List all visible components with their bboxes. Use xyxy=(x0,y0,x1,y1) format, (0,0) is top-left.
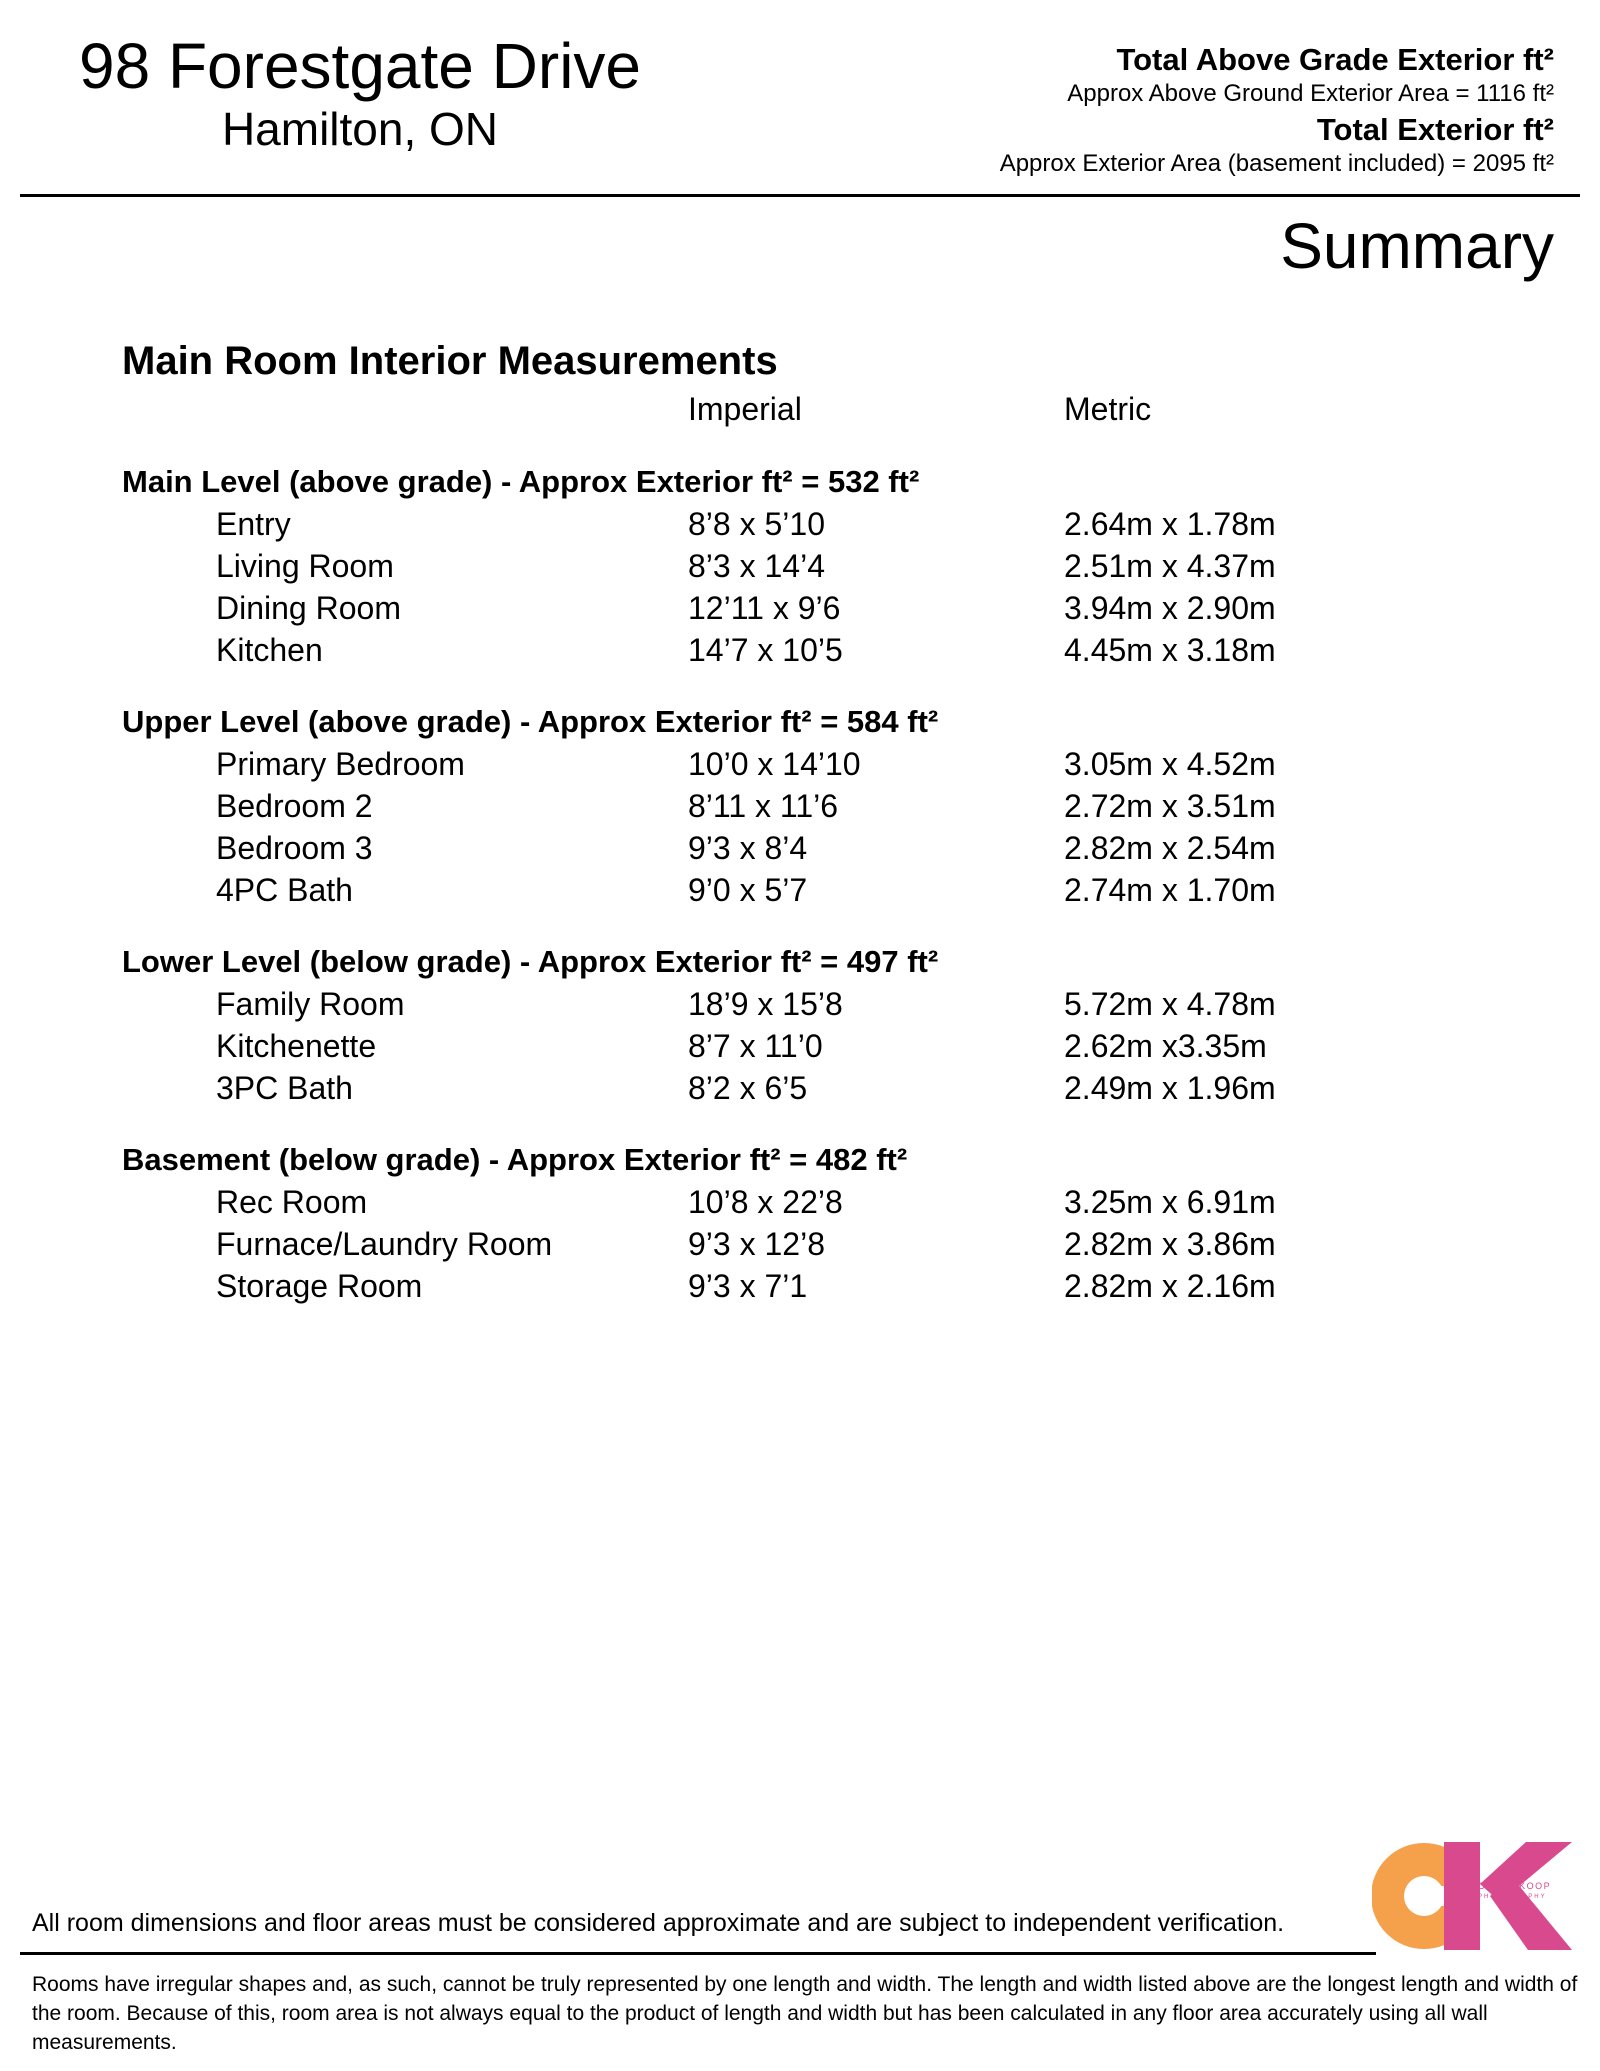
room-metric: 3.94m x 2.90m xyxy=(1064,590,1276,626)
page-title: Summary xyxy=(1280,210,1554,282)
room-name: Living Room xyxy=(216,548,394,584)
footer-divider xyxy=(20,1952,1376,1955)
room-row xyxy=(122,1223,1422,1265)
room-row xyxy=(122,503,1422,545)
total-exterior-value: Approx Exterior Area (basement included) = 2095 ft² xyxy=(999,150,1554,177)
level-title: Upper Level (above grade) - Approx Exterior ft² = 584 ft² xyxy=(122,704,939,739)
room-metric: 2.62m x3.35m xyxy=(1064,1028,1267,1064)
room-name: Bedroom 2 xyxy=(216,788,373,824)
room-imperial: 8’3 x 14’4 xyxy=(688,548,825,584)
room-imperial: 10’0 x 14’10 xyxy=(688,746,861,782)
room-metric: 5.72m x 4.78m xyxy=(1064,986,1276,1022)
area-totals xyxy=(1000,42,1554,182)
room-imperial: 8’8 x 5’10 xyxy=(688,506,825,542)
room-name: 3PC Bath xyxy=(216,1070,353,1106)
level-title: Main Level (above grade) - Approx Exterior ft² = 532 ft² xyxy=(122,464,920,499)
city-province: Hamilton, ON xyxy=(221,103,499,155)
room-row xyxy=(122,629,1422,671)
room-name: Entry xyxy=(216,506,291,542)
room-row xyxy=(122,869,1422,911)
room-metric: 2.72m x 3.51m xyxy=(1064,788,1276,824)
room-metric: 4.45m x 3.18m xyxy=(1064,632,1276,668)
level-title: Lower Level (below grade) - Approx Exterior ft² = 497 ft² xyxy=(122,944,939,979)
level-title: Basement (below grade) - Approx Exterior ft² = 482 ft² xyxy=(122,1142,908,1177)
measurements-section xyxy=(122,335,1422,1307)
room-name: Furnace/Laundry Room xyxy=(216,1226,553,1262)
room-name: Primary Bedroom xyxy=(216,746,465,782)
room-metric: 2.82m x 3.86m xyxy=(1064,1226,1276,1262)
room-name: Bedroom 3 xyxy=(216,830,373,866)
room-row xyxy=(122,827,1422,869)
street-address: 98 Forestgate Drive xyxy=(78,30,642,102)
room-imperial: 9’3 x 12’8 xyxy=(688,1226,825,1262)
room-imperial: 12’11 x 9’6 xyxy=(688,590,841,626)
room-metric: 2.82m x 2.16m xyxy=(1064,1268,1276,1304)
logo-text-sub: PHOTOGRAPHY xyxy=(1478,1894,1547,1900)
room-metric: 2.74m x 1.70m xyxy=(1064,872,1276,908)
room-imperial: 18’9 x 15’8 xyxy=(688,986,843,1022)
room-row xyxy=(122,1181,1422,1223)
room-metric: 2.64m x 1.78m xyxy=(1064,506,1276,542)
room-name: Kitchenette xyxy=(216,1028,377,1064)
level-section xyxy=(122,701,1422,911)
section-title: Main Room Interior Measurements xyxy=(122,339,778,383)
room-imperial: 8’2 x 6’5 xyxy=(688,1070,808,1106)
room-metric: 2.51m x 4.37m xyxy=(1064,548,1276,584)
room-imperial: 14’7 x 10’5 xyxy=(688,632,843,668)
level-section xyxy=(122,941,1422,1109)
room-row xyxy=(122,1265,1422,1307)
total-exterior-title: Total Exterior ft² xyxy=(1316,112,1554,147)
room-name: Dining Room xyxy=(216,590,401,626)
room-row xyxy=(122,785,1422,827)
room-name: 4PC Bath xyxy=(216,872,353,908)
room-name: Storage Room xyxy=(216,1268,423,1304)
room-row xyxy=(122,1025,1422,1067)
above-grade-title: Total Above Grade Exterior ft² xyxy=(1116,42,1554,77)
room-row xyxy=(122,983,1422,1025)
room-row xyxy=(122,1067,1422,1109)
room-metric: 2.82m x 2.54m xyxy=(1064,830,1276,866)
room-imperial: 10’8 x 22’8 xyxy=(688,1184,843,1220)
property-address xyxy=(60,30,660,156)
room-imperial: 8’11 x 11’6 xyxy=(688,788,839,824)
room-row xyxy=(122,743,1422,785)
disclaimer-text: All room dimensions and floor areas must be considered approximate and are subject to independent verification. xyxy=(32,1909,1285,1937)
measurement-note: Rooms have irregular shapes and, as such, cannot be truly represented by one length and width. The length and width listed above are the longest length and width of the room. Because of this, room area is not always equal to the product of length and width but has been calculated in any floor area accurately using all wall measurements. xyxy=(32,1973,1578,2054)
level-section xyxy=(122,1139,1422,1307)
column-headers xyxy=(122,387,1422,431)
level-section xyxy=(122,461,1422,671)
room-row xyxy=(122,545,1422,587)
room-name: Rec Room xyxy=(216,1184,368,1220)
header-divider xyxy=(20,194,1580,197)
room-imperial: 9’0 x 5’7 xyxy=(688,872,808,908)
room-imperial: 9’3 x 7’1 xyxy=(688,1268,808,1304)
room-row xyxy=(122,587,1422,629)
room-imperial: 8’7 x 11’0 xyxy=(688,1028,823,1064)
room-imperial: 9’3 x 8’4 xyxy=(688,830,808,866)
room-name: Kitchen xyxy=(216,632,323,668)
room-name: Family Room xyxy=(216,986,405,1022)
metric-column-header: Metric xyxy=(1064,391,1152,427)
logo-text-name: CATHY KOOP xyxy=(1478,1881,1552,1891)
imperial-column-header: Imperial xyxy=(688,391,802,427)
levels-list xyxy=(122,461,1422,1307)
room-metric: 2.49m x 1.96m xyxy=(1064,1070,1276,1106)
room-metric: 3.25m x 6.91m xyxy=(1064,1184,1276,1220)
above-grade-value: Approx Above Ground Exterior Area = 1116 ft² xyxy=(1067,80,1554,107)
photographer-logo xyxy=(1372,1840,1572,1952)
room-metric: 3.05m x 4.52m xyxy=(1064,746,1276,782)
